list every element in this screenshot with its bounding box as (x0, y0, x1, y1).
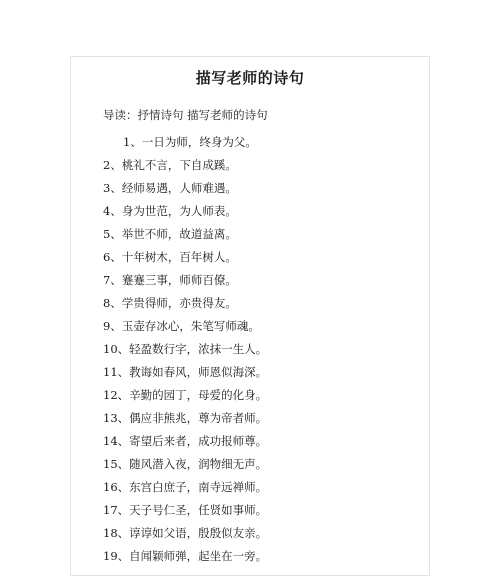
list-item: 13、偶应非熊兆，尊为帝者师。 (103, 411, 268, 425)
list-item: 1、一日为师，终身为父。 (123, 135, 257, 149)
document-page (70, 56, 430, 576)
list-item: 11、教诲如春风，师恩似海深。 (103, 365, 268, 379)
document-title: 描写老师的诗句 (195, 69, 305, 87)
list-item: 18、谆谆如父语，殷殷似友亲。 (103, 526, 268, 540)
list-item: 5、举世不师，故道益离。 (103, 227, 237, 241)
list-item: 17、天子号仁圣，任贤如事师。 (103, 503, 268, 517)
intro-line: 导读：抒情诗句 描写老师的诗句 (103, 108, 268, 122)
list-item: 7、蹇蹇三事，师师百僚。 (103, 273, 237, 287)
list-item: 19、自闻颖师弹，起坐在一旁。 (103, 549, 268, 563)
list-item: 9、玉壶存冰心，朱笔写师魂。 (103, 319, 260, 333)
list-item: 8、学贵得师，亦贵得友。 (103, 296, 237, 310)
list-item: 3、经师易遇，人师难遇。 (103, 181, 237, 195)
list-item: 16、东宫白庶子，南寺远禅师。 (103, 480, 268, 494)
list-item: 4、身为世范，为人师表。 (103, 204, 237, 218)
poem-list (103, 131, 267, 568)
list-item: 15、随风潜入夜，润物细无声。 (103, 457, 268, 471)
list-item: 14、寄望后来者，成功报师尊。 (103, 434, 268, 448)
list-item: 12、辛勤的园丁，母爱的化身。 (103, 388, 268, 402)
list-item: 2、桃礼不言，下自成蹊。 (103, 158, 237, 172)
list-item: 10、轻盈数行字，浓抹一生人。 (103, 342, 268, 356)
list-item: 6、十年树木，百年树人。 (103, 250, 237, 264)
